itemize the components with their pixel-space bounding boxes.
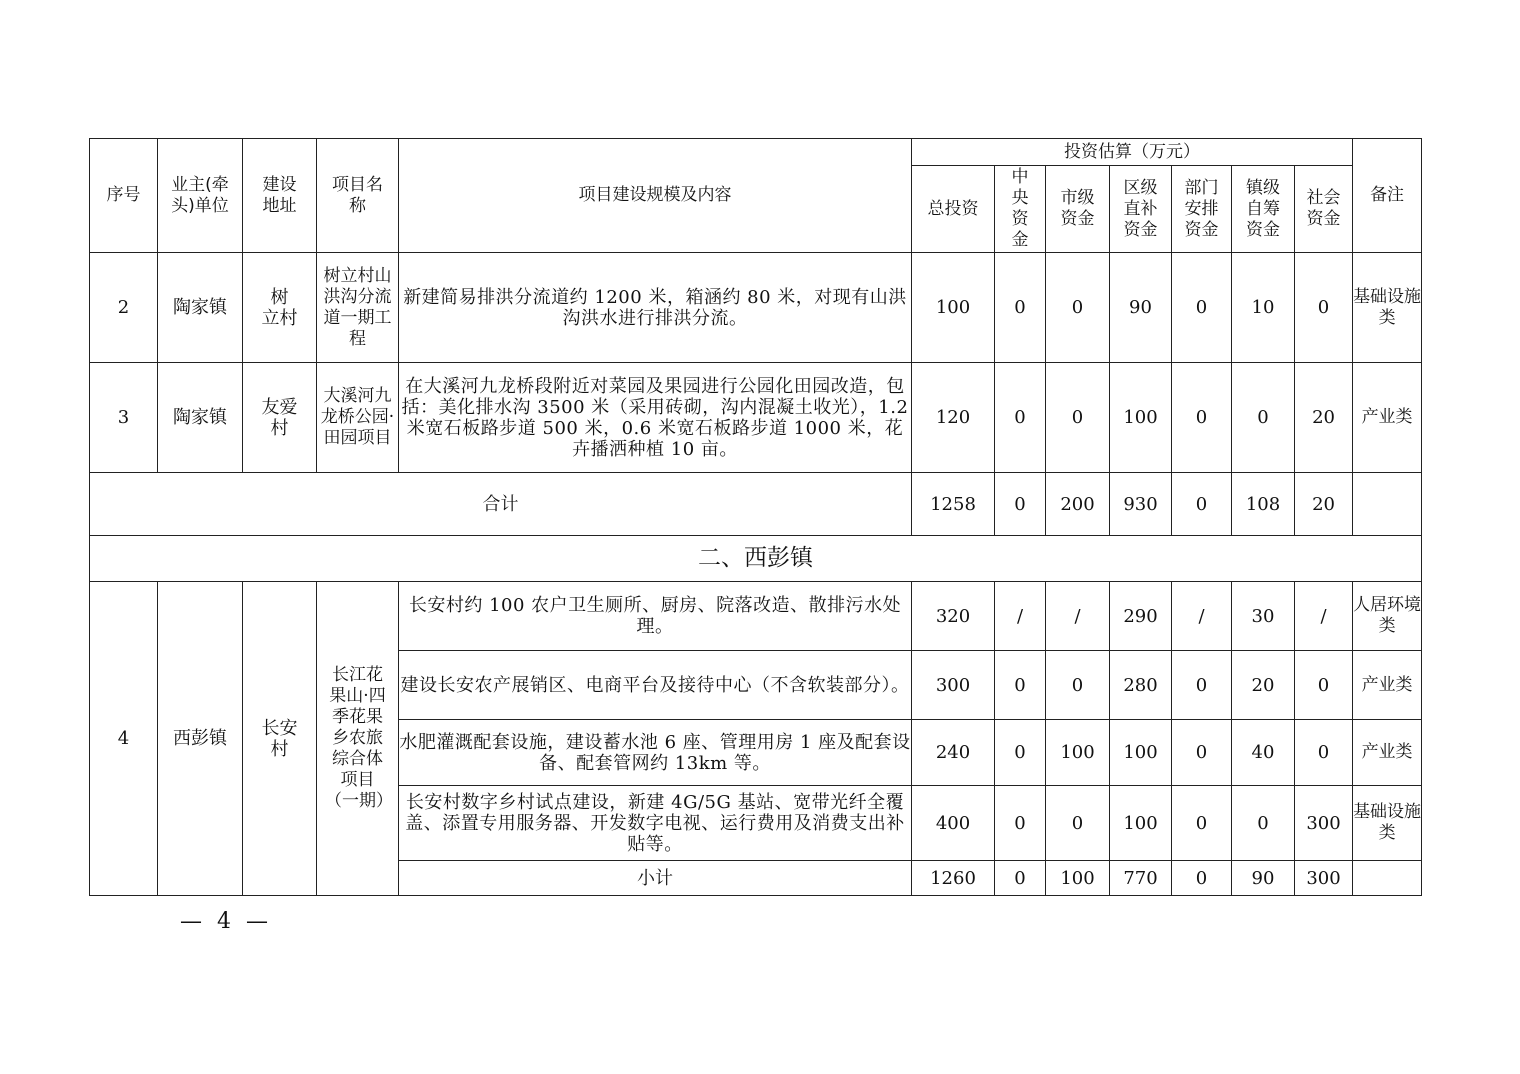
- table-row: [90, 363, 1422, 473]
- total-department: 0: [1172, 473, 1232, 536]
- row-central: 0: [995, 363, 1046, 473]
- subtotal-social: 300: [1295, 861, 1353, 896]
- investment-table: [89, 138, 1422, 896]
- total-total: 1258: [912, 473, 995, 536]
- row-remark: 产业类: [1353, 651, 1422, 720]
- table-row: [90, 253, 1422, 363]
- row-district: 280: [1110, 651, 1172, 720]
- subtotal-city: 100: [1046, 861, 1110, 896]
- row-city: 0: [1046, 651, 1110, 720]
- row-owner: 陶家镇: [158, 253, 243, 363]
- section-row: [90, 536, 1422, 582]
- row-social: 20: [1295, 363, 1353, 473]
- header-seq: 序号: [90, 139, 158, 253]
- row-content: 新建简易排洪分流道约 1200 米，箱涵约 80 米，对现有山洪沟洪水进行排洪分流。: [399, 253, 912, 363]
- row-content: 建设长安农产展销区、电商平台及接待中心（不含软装部分）。: [399, 651, 912, 720]
- total-district: 930: [1110, 473, 1172, 536]
- subtotal-department: 0: [1172, 861, 1232, 896]
- header-project-name: 项目名称: [317, 139, 399, 253]
- row-remark: 产业类: [1353, 363, 1422, 473]
- total-town: 108: [1232, 473, 1295, 536]
- row-seq: 2: [90, 253, 158, 363]
- row-department: 0: [1172, 363, 1232, 473]
- row-total: 120: [912, 363, 995, 473]
- row-remark: 产业类: [1353, 720, 1422, 786]
- row-total: 320: [912, 582, 995, 651]
- row-owner: 陶家镇: [158, 363, 243, 473]
- table-row: [90, 582, 1422, 651]
- header-content: 项目建设规模及内容: [399, 139, 912, 253]
- row-location: 树 立村: [243, 253, 317, 363]
- subtotal-town: 90: [1232, 861, 1295, 896]
- row-content: 长安村约 100 农户卫生厕所、厨房、院落改造、散排污水处理。: [399, 582, 912, 651]
- total-central: 0: [995, 473, 1046, 536]
- total-label: 合计: [90, 473, 912, 536]
- row-city: /: [1046, 582, 1110, 651]
- row-department: /: [1172, 582, 1232, 651]
- row-department: 0: [1172, 651, 1232, 720]
- header-investment-group: 投资估算（万元）: [912, 139, 1353, 166]
- row-town: 20: [1232, 651, 1295, 720]
- total-social: 20: [1295, 473, 1353, 536]
- header-remark: 备注: [1353, 139, 1422, 253]
- row-town: 10: [1232, 253, 1295, 363]
- header-total: 总投资: [912, 166, 995, 253]
- row-project-name: 大溪河九龙桥公园·田园项目: [317, 363, 399, 473]
- row-district: 290: [1110, 582, 1172, 651]
- row-content: 水肥灌溉配套设施，建设蓄水池 6 座、管理用房 1 座及配套设备、配套管网约 13km 等。: [399, 720, 912, 786]
- row-project-name: 树立村山洪沟分流道一期工程: [317, 253, 399, 363]
- total-city: 200: [1046, 473, 1110, 536]
- row-city: 0: [1046, 786, 1110, 861]
- header-row-1: [90, 139, 1422, 166]
- row-social: 0: [1295, 651, 1353, 720]
- row-social: 0: [1295, 253, 1353, 363]
- row-total: 400: [912, 786, 995, 861]
- group-seq: 4: [90, 582, 158, 896]
- row-town: 40: [1232, 720, 1295, 786]
- row-department: 0: [1172, 720, 1232, 786]
- header-city: 市级资金: [1046, 166, 1110, 253]
- group-location: 长安村: [243, 582, 317, 896]
- row-central: /: [995, 582, 1046, 651]
- group-owner: 西彭镇: [158, 582, 243, 896]
- row-central: 0: [995, 720, 1046, 786]
- page-number: — 4 —: [180, 909, 272, 934]
- row-district: 100: [1110, 786, 1172, 861]
- subtotal-total: 1260: [912, 861, 995, 896]
- total-row: [90, 473, 1422, 536]
- row-content: 长安村数字乡村试点建设，新建 4G/5G 基站、宽带光纤全覆盖、添置专用服务器、开发数字电视、运行费用及消费支出补贴等。: [399, 786, 912, 861]
- header-district: 区级直补资金: [1110, 166, 1172, 253]
- row-central: 0: [995, 253, 1046, 363]
- row-content: 在大溪河九龙桥段附近对菜园及果园进行公园化田园改造，包括：美化排水沟 3500 米（采用砖砌，沟内混凝土收光），1.2 米宽石板路步道 500 米，0.6 米宽石板路步道 1000 米，花卉播洒种植 10 亩。: [399, 363, 912, 473]
- section-title: 二、西彭镇: [90, 536, 1422, 582]
- row-central: 0: [995, 651, 1046, 720]
- row-department: 0: [1172, 786, 1232, 861]
- row-town: 0: [1232, 786, 1295, 861]
- row-department: 0: [1172, 253, 1232, 363]
- row-central: 0: [995, 786, 1046, 861]
- row-remark: 基础设施类: [1353, 786, 1422, 861]
- row-district: 90: [1110, 253, 1172, 363]
- row-city: 0: [1046, 363, 1110, 473]
- row-total: 100: [912, 253, 995, 363]
- header-department: 部门安排资金: [1172, 166, 1232, 253]
- row-social: 0: [1295, 720, 1353, 786]
- row-total: 300: [912, 651, 995, 720]
- row-district: 100: [1110, 720, 1172, 786]
- header-location: 建设地址: [243, 139, 317, 253]
- row-town: 0: [1232, 363, 1295, 473]
- row-remark: 基础设施类: [1353, 253, 1422, 363]
- subtotal-central: 0: [995, 861, 1046, 896]
- row-district: 100: [1110, 363, 1172, 473]
- row-city: 100: [1046, 720, 1110, 786]
- total-remark: [1353, 473, 1422, 536]
- header-owner: 业主(牵头)单位: [158, 139, 243, 253]
- subtotal-district: 770: [1110, 861, 1172, 896]
- row-location: 友爱村: [243, 363, 317, 473]
- header-social: 社会资金: [1295, 166, 1353, 253]
- row-social: /: [1295, 582, 1353, 651]
- row-town: 30: [1232, 582, 1295, 651]
- group-project-name: 长江花果山·四季花果乡农旅综合体项目（一期）: [317, 582, 399, 896]
- row-social: 300: [1295, 786, 1353, 861]
- subtotal-remark: [1353, 861, 1422, 896]
- row-remark: 人居环境类: [1353, 582, 1422, 651]
- subtotal-label: 小计: [399, 861, 912, 896]
- row-city: 0: [1046, 253, 1110, 363]
- header-central: 中央资金: [995, 166, 1046, 253]
- row-seq: 3: [90, 363, 158, 473]
- header-town: 镇级自筹资金: [1232, 166, 1295, 253]
- row-total: 240: [912, 720, 995, 786]
